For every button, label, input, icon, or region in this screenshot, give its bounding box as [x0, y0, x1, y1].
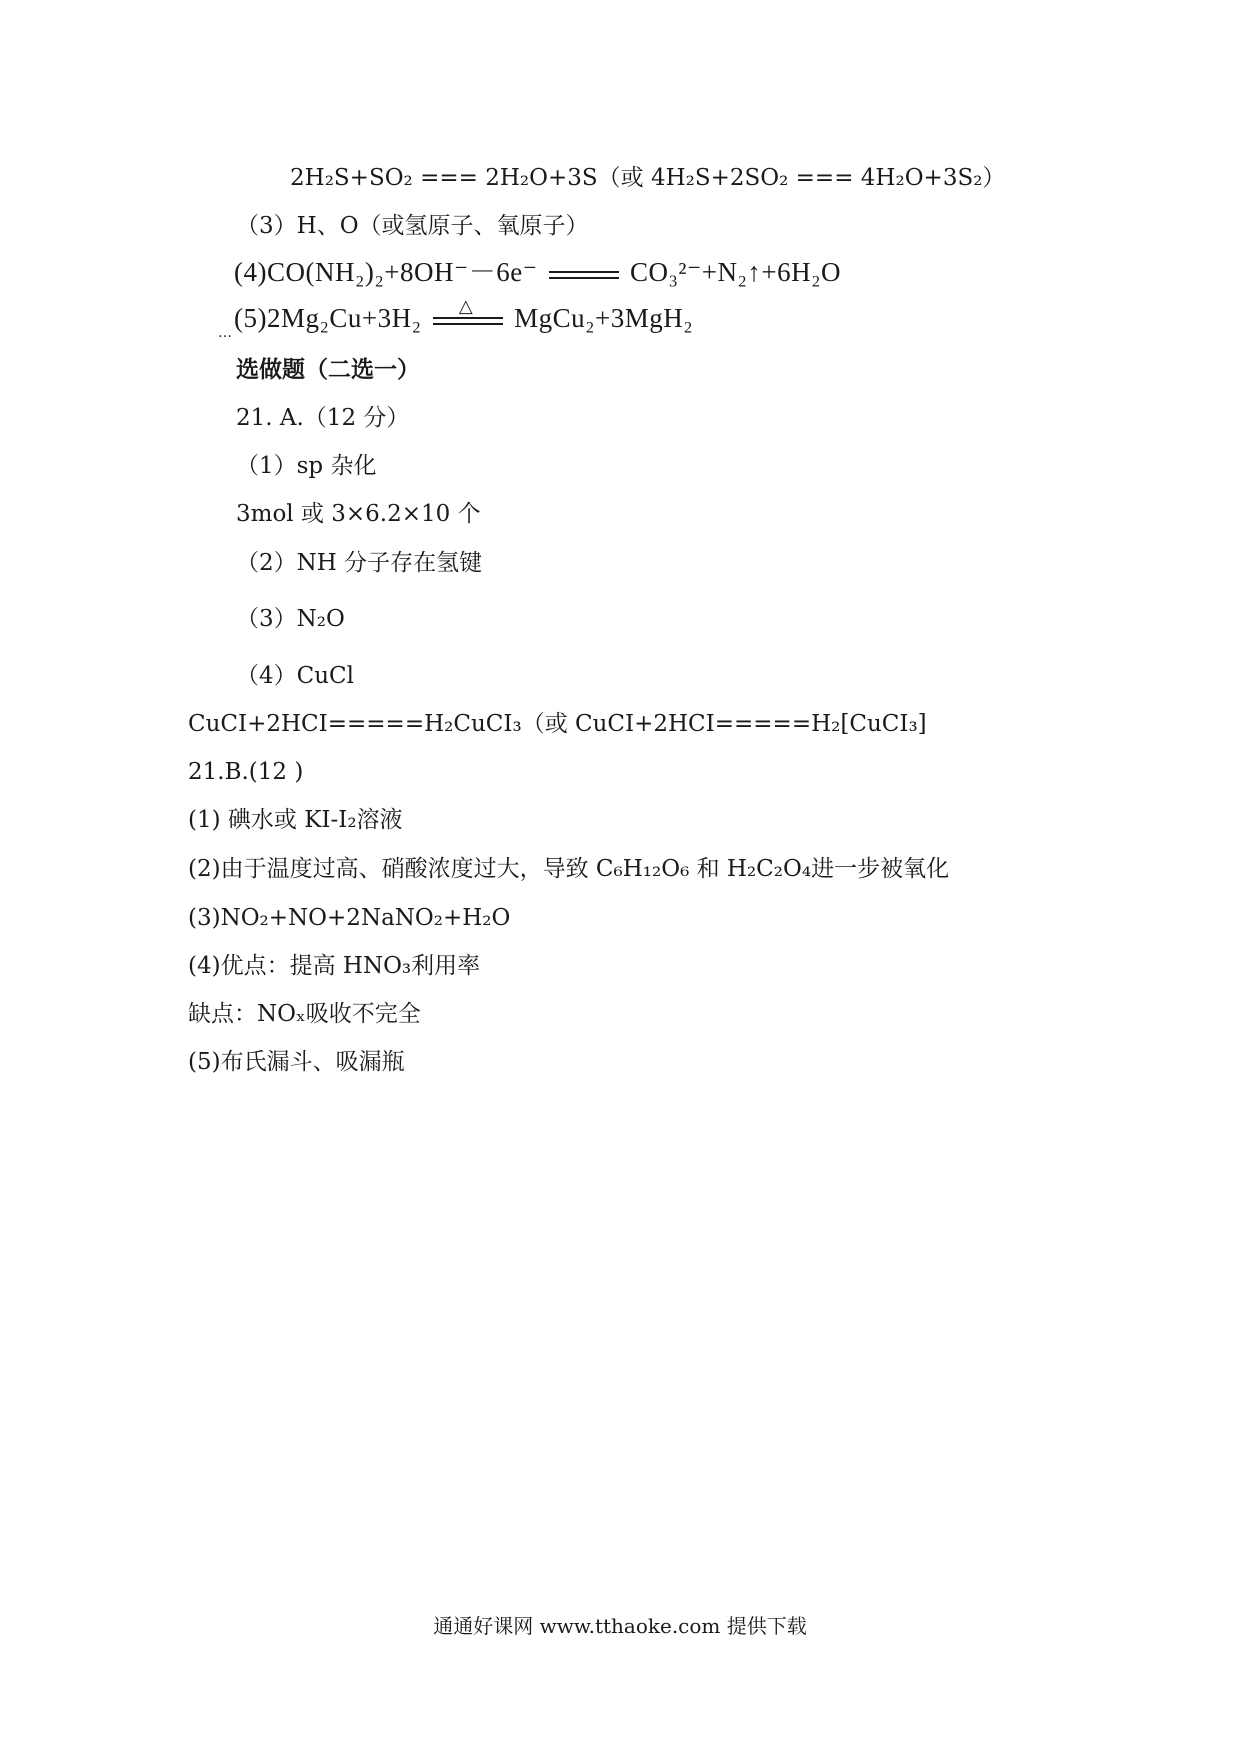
equation-5-products: MgCu₂+3MgH₂ — [514, 303, 694, 333]
answer-21a-4: （4）CuCl — [236, 663, 354, 689]
heat-triangle-icon: △ — [458, 295, 474, 316]
answer-line-1: 2H₂S+SO₂ === 2H₂O+3S（或 4H₂S+2SO₂ === 4H₂O+3S₂） — [290, 165, 1006, 191]
answer-21b-1: (1) 碘水或 KI-I₂溶液 — [188, 807, 403, 833]
heated-arrow — [433, 295, 503, 328]
answer-21b-4: (4)优点：提高 HNO₃利用率 — [188, 953, 481, 979]
answer-21a-4b: CuCI+2HCI=====H₂CuCI₃（或 CuCI+2HCI=====H₂[CuCI₃] — [188, 711, 927, 737]
answer-21b-4b: 缺点：NOₓ吸收不完全 — [188, 1001, 421, 1027]
double-line-arrow — [549, 268, 619, 282]
page-footer: 通通好课网 www.tthaoke.com 提供下载 — [433, 1614, 807, 1638]
answer-21b-2: (2)由于温度过高、硝酸浓度过大，导致 C₆H₁₂O₆ 和 H₂C₂O₄进一步被氧化 — [188, 856, 950, 882]
answer-21a-1b: 3mol 或 3×6.2×10 个 — [236, 501, 481, 527]
equation-4 — [234, 258, 841, 286]
section-heading: 选做题（二选一） — [236, 356, 420, 383]
answer-21a-3: （3）N₂O — [236, 606, 345, 632]
answer-line-3: （3）H、O（或氢原子、氧原子） — [236, 213, 589, 239]
answer-21a-1: （1）sp 杂化 — [236, 453, 377, 479]
answer-21b-3: (3)NO₂+NO+2NaNO₂+H₂O — [188, 905, 511, 931]
equation-4-reactants: (4)CO(NH₂)₂+8OH⁻－6e⁻ — [234, 257, 538, 287]
answer-21b-5: (5)布氏漏斗、吸漏瓶 — [188, 1049, 405, 1075]
equation-5 — [234, 295, 694, 333]
stray-dots: … — [218, 325, 233, 341]
equation-5-reactants: (5)2Mg₂Cu+3H₂ — [234, 303, 422, 333]
question-21a-title: 21. A.（12 分） — [236, 405, 410, 431]
answer-21a-2: （2）NH 分子存在氢键 — [236, 550, 483, 576]
question-21b-title: 21.B.(12 ) — [188, 759, 304, 785]
equation-4-products: CO₃²⁻+N₂↑+6H₂O — [630, 257, 842, 287]
